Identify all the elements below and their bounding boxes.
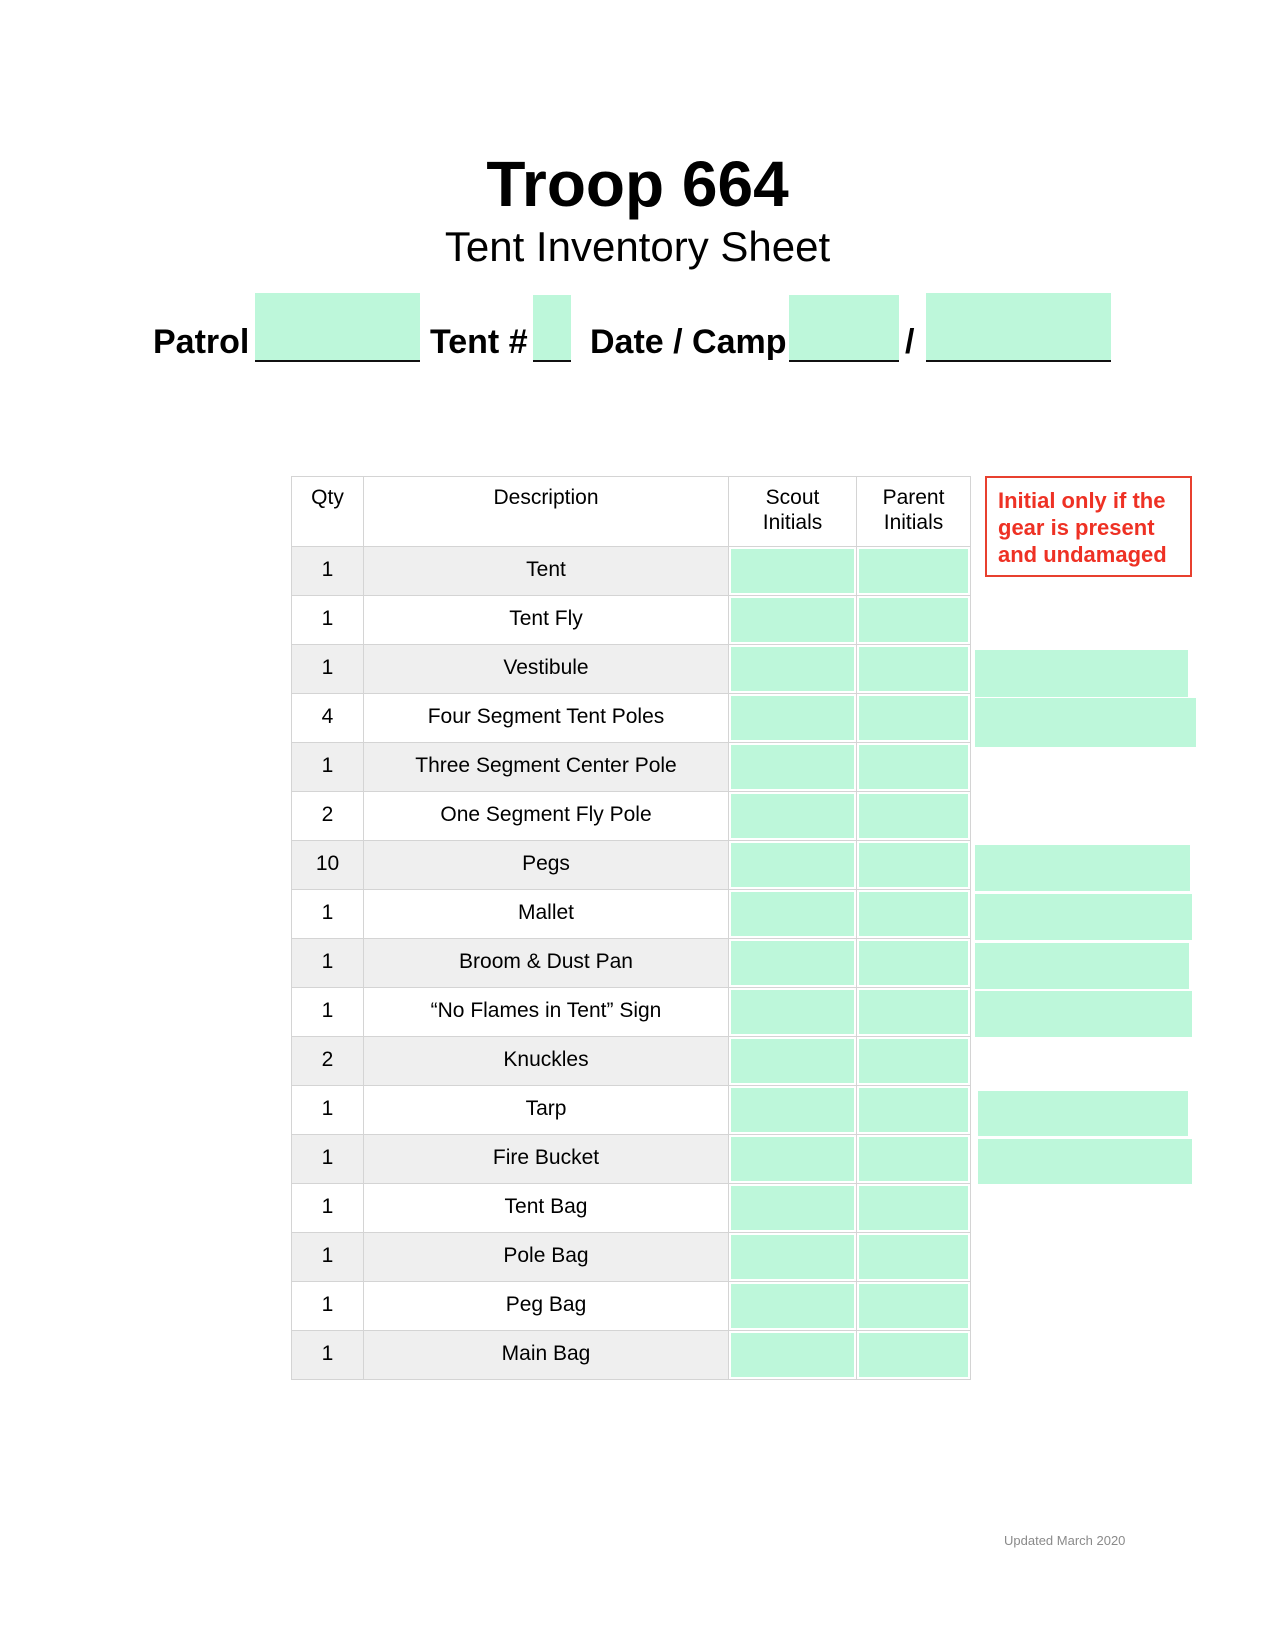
parent-initials-cell[interactable]: [857, 1282, 971, 1331]
description-cell: Tent Bag: [364, 1184, 729, 1233]
qty-cell: 1: [292, 743, 364, 792]
description-cell: Fire Bucket: [364, 1135, 729, 1184]
highlight-mark: [975, 991, 1192, 1037]
scout-initials-cell[interactable]: [729, 890, 857, 939]
scout-initials-cell[interactable]: [729, 1037, 857, 1086]
table-row: [292, 743, 971, 792]
table-row: [292, 645, 971, 694]
scout-initials-cell[interactable]: [729, 1331, 857, 1380]
parent-initials-cell[interactable]: [857, 1086, 971, 1135]
table-row: [292, 792, 971, 841]
description-cell: Broom & Dust Pan: [364, 939, 729, 988]
description-cell: One Segment Fly Pole: [364, 792, 729, 841]
scout-initials-cell[interactable]: [729, 841, 857, 890]
scout-initials-cell[interactable]: [729, 1282, 857, 1331]
tent-number-field[interactable]: [533, 295, 571, 362]
table-row: [292, 1331, 971, 1380]
scout-initials-cell[interactable]: [729, 1184, 857, 1233]
qty-cell: 1: [292, 1086, 364, 1135]
qty-cell: 1: [292, 1233, 364, 1282]
qty-cell: 10: [292, 841, 364, 890]
description-cell: Tent: [364, 547, 729, 596]
parent-initials-cell[interactable]: [857, 596, 971, 645]
date-field[interactable]: [789, 295, 899, 362]
qty-cell: 1: [292, 1184, 364, 1233]
qty-cell: 1: [292, 645, 364, 694]
patrol-field[interactable]: [255, 293, 420, 362]
parent-initials-header-text: Parent Initials: [882, 486, 945, 534]
description-cell: Four Segment Tent Poles: [364, 694, 729, 743]
parent-initials-cell[interactable]: [857, 841, 971, 890]
parent-initials-cell[interactable]: [857, 1037, 971, 1086]
description-cell: Main Bag: [364, 1331, 729, 1380]
table-header-row: [292, 477, 971, 547]
qty-cell: 1: [292, 1331, 364, 1380]
parent-initials-cell[interactable]: [857, 547, 971, 596]
parent-initials-cell[interactable]: [857, 939, 971, 988]
table-row: [292, 890, 971, 939]
parent-initials-cell[interactable]: [857, 1233, 971, 1282]
tent-number-label: Tent #: [430, 323, 528, 361]
table-row: [292, 1135, 971, 1184]
description-cell: Tarp: [364, 1086, 729, 1135]
description-cell: “No Flames in Tent” Sign: [364, 988, 729, 1037]
description-cell: Knuckles: [364, 1037, 729, 1086]
highlight-mark: [975, 894, 1192, 940]
qty-cell: 1: [292, 939, 364, 988]
patrol-label: Patrol: [153, 323, 250, 361]
description-column-header: Description: [364, 477, 729, 547]
qty-cell: 1: [292, 596, 364, 645]
qty-cell: 2: [292, 1037, 364, 1086]
camp-field[interactable]: [926, 293, 1111, 362]
date-camp-label: Date / Camp: [590, 323, 787, 361]
description-cell: Pole Bag: [364, 1233, 729, 1282]
highlight-mark: [975, 650, 1188, 697]
table-row: [292, 1184, 971, 1233]
description-cell: Vestibule: [364, 645, 729, 694]
table-row: [292, 988, 971, 1037]
description-cell: Mallet: [364, 890, 729, 939]
description-cell: Three Segment Center Pole: [364, 743, 729, 792]
qty-cell: 1: [292, 1135, 364, 1184]
qty-cell: 1: [292, 1282, 364, 1331]
scout-initials-cell[interactable]: [729, 1233, 857, 1282]
parent-initials-cell[interactable]: [857, 890, 971, 939]
scout-initials-cell[interactable]: [729, 645, 857, 694]
inventory-table: [291, 476, 971, 1380]
qty-cell: 4: [292, 694, 364, 743]
table-row: [292, 1086, 971, 1135]
table-row: [292, 547, 971, 596]
scout-initials-cell[interactable]: [729, 743, 857, 792]
table-row: [292, 694, 971, 743]
parent-initials-cell[interactable]: [857, 792, 971, 841]
qty-cell: 1: [292, 547, 364, 596]
highlight-mark: [978, 1139, 1192, 1184]
scout-initials-cell[interactable]: [729, 596, 857, 645]
table-row: [292, 1282, 971, 1331]
parent-initials-cell[interactable]: [857, 1331, 971, 1380]
description-cell: Pegs: [364, 841, 729, 890]
qty-cell: 2: [292, 792, 364, 841]
updated-footer: Updated March 2020: [1004, 1533, 1126, 1548]
scout-initials-cell[interactable]: [729, 988, 857, 1037]
scout-initials-cell[interactable]: [729, 792, 857, 841]
highlight-mark: [975, 698, 1196, 747]
table-row: [292, 1037, 971, 1086]
page-title: Troop 664: [486, 148, 789, 220]
initials-instruction-note: Initial only if the gear is present and undamaged: [985, 476, 1192, 577]
qty-cell: 1: [292, 988, 364, 1037]
scout-initials-cell[interactable]: [729, 1135, 857, 1184]
parent-initials-cell[interactable]: [857, 645, 971, 694]
parent-initials-cell[interactable]: [857, 988, 971, 1037]
scout-initials-cell[interactable]: [729, 1086, 857, 1135]
parent-initials-column-header: [857, 477, 971, 547]
scout-initials-header-text: Scout Initials: [762, 486, 823, 534]
highlight-mark: [978, 1091, 1188, 1136]
description-cell: Tent Fly: [364, 596, 729, 645]
parent-initials-cell[interactable]: [857, 694, 971, 743]
parent-initials-cell[interactable]: [857, 743, 971, 792]
scout-initials-cell[interactable]: [729, 939, 857, 988]
table-row: [292, 939, 971, 988]
highlight-mark: [975, 943, 1189, 989]
parent-initials-cell[interactable]: [857, 1135, 971, 1184]
highlight-mark: [975, 845, 1190, 891]
scout-initials-cell[interactable]: [729, 547, 857, 596]
date-camp-separator: /: [905, 323, 915, 361]
table-row: [292, 1233, 971, 1282]
parent-initials-cell[interactable]: [857, 1184, 971, 1233]
table-row: [292, 841, 971, 890]
qty-cell: 1: [292, 890, 364, 939]
description-cell: Peg Bag: [364, 1282, 729, 1331]
table-row: [292, 596, 971, 645]
page-subtitle: Tent Inventory Sheet: [444, 223, 831, 270]
qty-column-header: Qty: [292, 477, 364, 547]
scout-initials-cell[interactable]: [729, 694, 857, 743]
scout-initials-column-header: [729, 477, 857, 547]
